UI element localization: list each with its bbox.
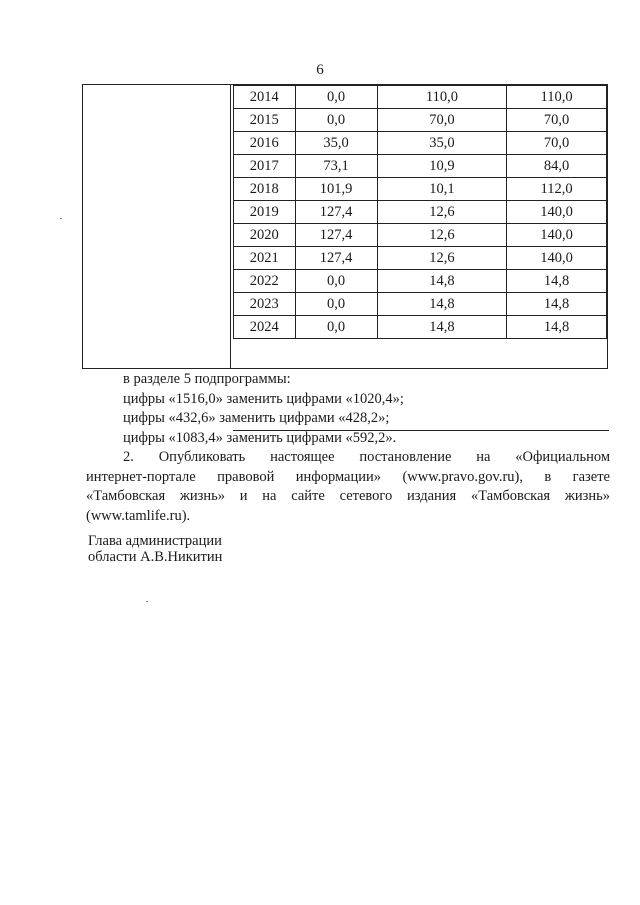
scan-speck [146, 601, 148, 602]
total-cell: 14,8 [507, 316, 607, 339]
table-row [234, 201, 607, 224]
table-row [234, 132, 607, 155]
value-cell: 12,6 [377, 224, 506, 247]
table-row [234, 178, 607, 201]
value-cell: 127,4 [295, 224, 377, 247]
table-row [234, 86, 607, 109]
publish-paragraph-line: (www.tamlife.ru). [86, 507, 191, 524]
table-row [234, 109, 607, 132]
year-cell: 2018 [234, 178, 296, 201]
total-cell: 14,8 [507, 293, 607, 316]
table-row [234, 224, 607, 247]
publish-paragraph-line: интернет-портале правовой информации» (www.pravo.gov.ru), в газете [86, 468, 610, 485]
funding-table [82, 84, 608, 369]
table-row [234, 247, 607, 270]
amendment-line: цифры «1516,0» заменить цифрами «1020,4»; [123, 390, 404, 407]
total-cell: 110,0 [507, 86, 607, 109]
amendment-line: цифры «432,6» заменить цифрами «428,2»; [123, 410, 390, 426]
total-cell: 70,0 [507, 132, 607, 155]
table-row [234, 155, 607, 178]
amendment-text [86, 370, 610, 526]
value-cell: 127,4 [295, 201, 377, 224]
table-row [234, 270, 607, 293]
signature-title: Глава администрации [88, 533, 222, 549]
value-cell: 0,0 [295, 293, 377, 316]
value-cell: 10,1 [377, 178, 506, 201]
year-cell: 2021 [234, 247, 296, 270]
total-cell: 84,0 [507, 155, 607, 178]
year-cell: 2019 [234, 201, 296, 224]
value-cell: 127,4 [295, 247, 377, 270]
table-left-column [83, 85, 231, 368]
total-cell: 140,0 [507, 224, 607, 247]
value-cell: 14,8 [377, 270, 506, 293]
total-cell: 14,8 [507, 270, 607, 293]
total-cell: 70,0 [507, 109, 607, 132]
table-row [234, 293, 607, 316]
value-cell: 110,0 [377, 86, 506, 109]
value-cell: 35,0 [377, 132, 506, 155]
value-cell: 14,8 [377, 316, 506, 339]
value-cell: 0,0 [295, 316, 377, 339]
year-cell: 2016 [234, 132, 296, 155]
value-cell: 12,6 [377, 247, 506, 270]
total-cell: 140,0 [507, 247, 607, 270]
value-cell: 73,1 [295, 155, 377, 178]
page-number: 6 [316, 62, 324, 78]
publish-paragraph-line: 2. Опубликовать настоящее постановление на «Официальном [123, 449, 610, 465]
total-cell: 140,0 [507, 201, 607, 224]
signature-block [88, 533, 222, 565]
scan-speck [60, 218, 62, 219]
value-cell: 14,8 [377, 293, 506, 316]
funding-data-grid [233, 85, 607, 339]
value-cell: 35,0 [295, 132, 377, 155]
value-cell: 0,0 [295, 109, 377, 132]
value-cell: 10,9 [377, 155, 506, 178]
year-cell: 2017 [234, 155, 296, 178]
section-heading: в разделе 5 подпрограммы: [123, 371, 291, 387]
amendment-line: цифры «1083,4» заменить цифрами «592,2». [123, 429, 397, 446]
year-cell: 2020 [234, 224, 296, 247]
value-cell: 70,0 [377, 109, 506, 132]
value-cell: 0,0 [295, 86, 377, 109]
year-cell: 2022 [234, 270, 296, 293]
year-cell: 2015 [234, 109, 296, 132]
year-cell: 2023 [234, 293, 296, 316]
value-cell: 0,0 [295, 270, 377, 293]
table-row [234, 316, 607, 339]
value-cell: 12,6 [377, 201, 506, 224]
total-cell: 112,0 [507, 178, 607, 201]
value-cell: 101,9 [295, 178, 377, 201]
year-cell: 2014 [234, 86, 296, 109]
signature-name: области А.В.Никитин [88, 549, 223, 565]
publish-paragraph-line: «Тамбовская жизнь» и на сайте сетевого издания «Тамбовская жизнь» [86, 488, 610, 504]
year-cell: 2024 [234, 316, 296, 339]
